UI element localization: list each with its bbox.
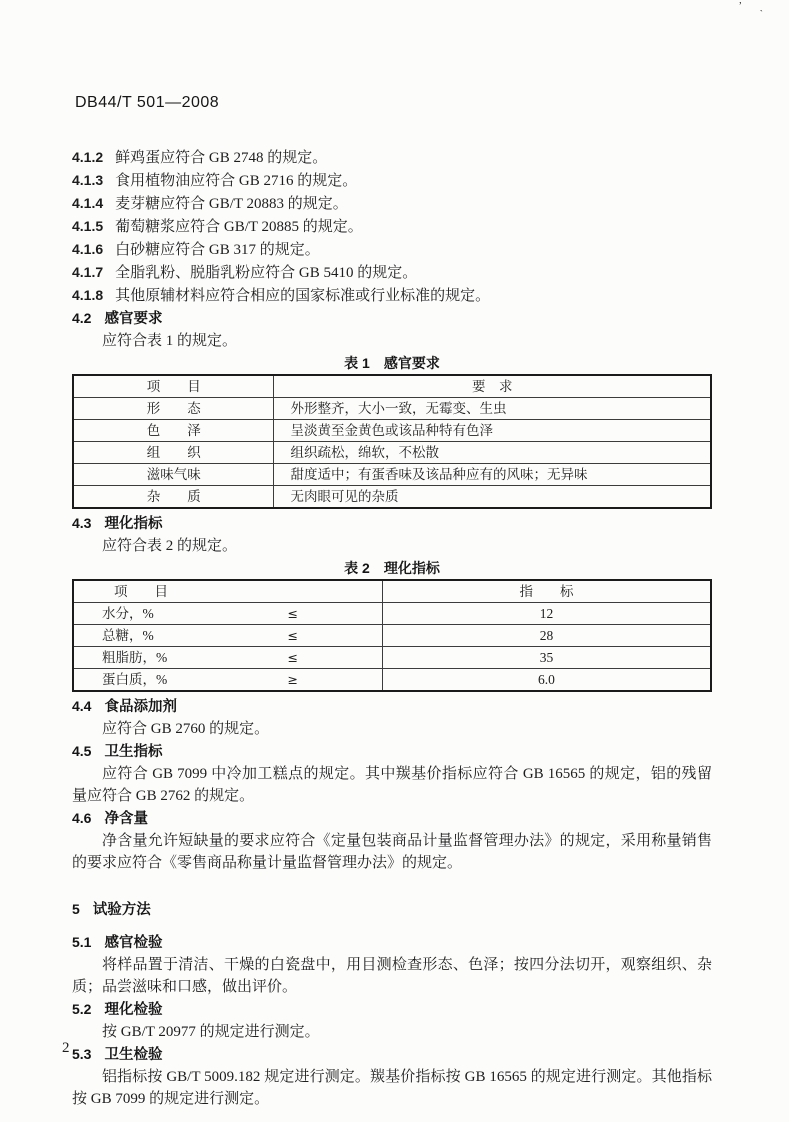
clause-number: 4.1.6 [72,241,104,257]
clause-text: 白砂糖应符合 GB 317 的规定。 [115,242,320,258]
body-paragraph: 应符合表 2 的规定。 [102,538,238,554]
body-paragraph: 应符合表 1 的规定。 [102,333,238,349]
item-label: 蛋白质，% [102,672,168,687]
item-cell: 形 态 [73,398,274,420]
scan-artifact: ’ ˏ [738,1,771,12]
section-heading-4-2 [72,307,712,330]
section-number: 4.6 [72,810,92,826]
item-cell: 组 织 [73,442,274,464]
item-cell [73,625,382,647]
clause-item [72,261,712,284]
section-heading-4-4 [72,695,712,718]
item-cell: 杂 质 [73,486,274,509]
requirement-cell: 外形整齐，大小一致，无霉变、生虫 [274,398,711,420]
table-row [73,603,711,625]
table-row [73,669,711,692]
item-cell [73,647,382,669]
standard-code-header: DB44/T 501—2008 [75,94,220,111]
table2-caption [72,559,712,577]
page-content [72,146,712,1110]
table-row [73,464,711,486]
body-paragraph: 应符合 GB 7099 中冷加工糕点的规定。其中羰基价指标应符合 GB 16565 的规定，铝的残留量应符合 GB 2762 的规定。 [72,766,712,804]
section-number: 5.2 [72,1001,92,1017]
body-paragraph: 铝指标按 GB/T 5009.182 规定进行测定。羰基价指标按 GB 16565 的规定进行测定。其他指标按 GB 7099 的规定进行测定。 [72,1069,712,1107]
clause-item [72,169,712,192]
clause-item [72,284,712,307]
body-paragraph: 应符合 GB 2760 的规定。 [102,721,270,737]
clause-text: 鲜鸡蛋应符合 GB 2748 的规定。 [115,150,328,166]
value-cell: 12 [382,603,711,625]
requirement-cell: 组织疏松，绵软，不松散 [274,442,711,464]
section-heading-5 [72,898,712,921]
table-row [73,442,711,464]
physicochemical-index-table [72,579,712,692]
table-header-row [73,375,711,398]
section-title: 卫生指标 [104,744,163,760]
section-title: 试验方法 [92,902,151,918]
section-number: 5.3 [72,1046,92,1062]
less-equal-symbol: ≤ [287,606,298,621]
section-title: 感官检验 [104,935,163,951]
clause-text: 葡萄糖浆应符合 GB/T 20885 的规定。 [115,219,363,235]
section-number: 5 [72,901,80,917]
item-label: 粗脂肪，% [102,650,168,665]
clause-item [72,238,712,261]
requirement-cell: 呈淡黄至金黄色或该品种特有色泽 [274,420,711,442]
clause-item [72,146,712,169]
less-equal-symbol: ≤ [287,650,298,665]
table-row [73,420,711,442]
header-cell-item: 项 目 [73,375,274,398]
clause-number: 4.1.7 [72,264,104,280]
section-title: 净含量 [104,811,148,827]
greater-equal-symbol: ≥ [287,672,298,687]
section-title: 理化检验 [104,1002,163,1018]
value-cell: 28 [382,625,711,647]
header-cell-requirement: 要 求 [274,375,711,398]
table-header-row [73,580,711,603]
item-cell: 滋味气味 [73,464,274,486]
section-title: 感官要求 [104,311,163,327]
section-number: 4.2 [72,310,92,326]
table2-caption-label: 表 2 [344,560,370,576]
clause-number: 4.1.4 [72,195,104,211]
body-paragraph: 按 GB/T 20977 的规定进行测定。 [102,1024,320,1040]
table1-caption [72,354,712,372]
table1-caption-label: 表 1 [344,355,370,371]
page-number: 2 [62,1040,70,1056]
clause-item [72,192,712,215]
section-number: 5.1 [72,934,92,950]
section-number: 4.4 [72,698,92,714]
section-heading-4-5 [72,740,712,763]
sensory-requirements-table [72,374,712,509]
clause-text: 麦芽糖应符合 GB/T 20883 的规定。 [115,196,348,212]
clause-text: 全脂乳粉、脱脂乳粉应符合 GB 5410 的规定。 [115,265,418,281]
section-title: 理化指标 [104,516,163,532]
item-label: 水分，% [102,606,154,621]
table1-caption-title: 感官要求 [383,355,440,371]
clause-number: 4.1.8 [72,287,104,303]
requirement-cell: 甜度适中；有蛋香味及该品种应有的风味；无异味 [274,464,711,486]
section-title: 卫生检验 [104,1047,163,1063]
header-cell-item: 项 目 [73,580,382,603]
clause-item [72,215,712,238]
section-heading-4-3 [72,512,712,535]
clause-number: 4.1.3 [72,172,104,188]
section-heading-4-6 [72,807,712,830]
item-label: 总糖，% [102,628,154,643]
body-paragraph: 将样品置于清洁、干燥的白瓷盘中，用目测检查形态、色泽；按四分法切开，观察组织、杂质；品尝滋味和口感，做出评价。 [72,957,712,995]
clause-text: 其他原辅材料应符合相应的国家标准或行业标准的规定。 [115,288,491,304]
section-number: 4.3 [72,515,92,531]
item-cell: 色 泽 [73,420,274,442]
section-number: 4.5 [72,743,92,759]
clause-text: 食用植物油应符合 GB 2716 的规定。 [115,173,358,189]
body-paragraph: 净含量允许短缺量的要求应符合《定量包装商品计量监督管理办法》的规定，采用称量销售的要求应符合《零售商品称量计量监督管理办法》的规定。 [72,833,712,871]
value-cell: 35 [382,647,711,669]
table-row [73,398,711,420]
section-title: 食品添加剂 [104,699,177,715]
less-equal-symbol: ≤ [287,628,298,643]
table2-caption-title: 理化指标 [383,560,440,576]
item-cell [73,669,382,692]
clause-number: 4.1.5 [72,218,104,234]
clause-number: 4.1.2 [72,149,104,165]
section-heading-5-1 [72,931,712,954]
requirement-cell: 无肉眼可见的杂质 [274,486,711,509]
section-heading-5-2 [72,998,712,1021]
header-cell-index: 指 标 [382,580,711,603]
table-row [73,625,711,647]
table-row [73,486,711,509]
table-row [73,647,711,669]
item-cell [73,603,382,625]
value-cell: 6.0 [382,669,711,692]
section-heading-5-3 [72,1043,712,1066]
